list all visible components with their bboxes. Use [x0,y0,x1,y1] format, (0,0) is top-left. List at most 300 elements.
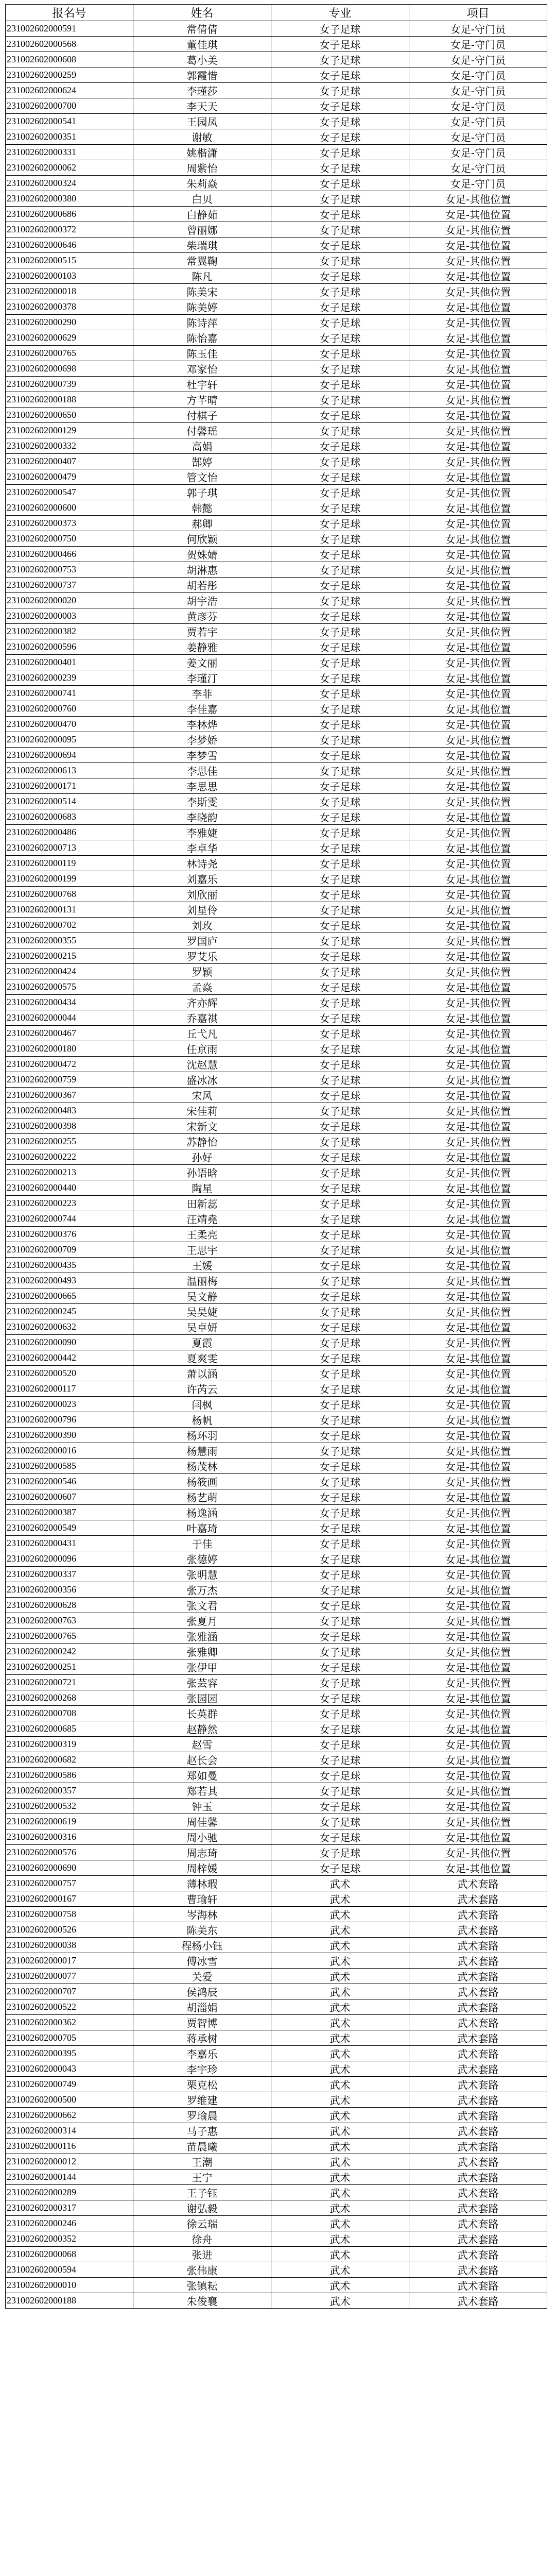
table-row [6,655,547,670]
table-row [6,2015,547,2030]
name-cell: 萧以涵 [133,1366,271,1381]
item-cell: 女足-其他位置 [409,1304,547,1319]
item-cell: 女足-其他位置 [409,763,547,778]
registration-no-cell: 231002602000018 [6,284,133,299]
major-cell: 女子足球 [271,1134,409,1149]
registration-no-cell: 231002602000594 [6,2262,133,2278]
name-cell: 长英群 [133,1706,271,1721]
registration-no-cell: 231002602000520 [6,1366,133,1381]
name-cell: 张园园 [133,1690,271,1706]
registration-no-cell: 231002602000549 [6,1520,133,1536]
header-item: 项目 [409,5,547,21]
table-row [6,1922,547,1938]
table-row [6,763,547,778]
name-cell: 叶嘉琦 [133,1520,271,1536]
major-cell: 女子足球 [271,160,409,176]
name-cell: 罗艾乐 [133,948,271,964]
major-cell: 武术 [271,1922,409,1938]
registration-no-cell: 231002602000213 [6,1165,133,1180]
major-cell: 女子足球 [271,995,409,1010]
major-cell: 武术 [271,2185,409,2200]
major-cell: 女子足球 [271,1721,409,1737]
table-row [6,748,547,763]
registration-no-cell: 231002602000362 [6,2015,133,2030]
registration-no-cell: 231002602000199 [6,871,133,887]
major-cell: 武术 [271,1969,409,1984]
major-cell: 女子足球 [271,1829,409,1845]
major-cell: 女子足球 [271,1057,409,1072]
name-cell: 张明慧 [133,1567,271,1582]
major-cell: 女子足球 [271,778,409,794]
major-cell: 女子足球 [271,37,409,52]
name-cell: 杨环羽 [133,1428,271,1443]
table-row [6,1258,547,1273]
major-cell: 女子足球 [271,330,409,346]
item-cell: 女足-其他位置 [409,531,547,547]
name-cell: 陈怡嘉 [133,330,271,346]
registration-no-cell: 231002602000585 [6,1459,133,1474]
table-row [6,485,547,500]
item-cell: 女足-其他位置 [409,207,547,222]
table-row [6,794,547,809]
table-row [6,191,547,207]
item-cell: 女足-其他位置 [409,933,547,948]
name-cell: 周小驰 [133,1829,271,1845]
name-cell: 乔嘉祺 [133,1010,271,1026]
name-cell: 贾若宇 [133,624,271,639]
major-cell: 女子足球 [271,1690,409,1706]
registration-no-cell: 231002602000023 [6,1397,133,1412]
major-cell: 女子足球 [271,1706,409,1721]
major-cell: 武术 [271,2293,409,2309]
name-cell: 陈美东 [133,1922,271,1938]
item-cell: 武术套路 [409,2123,547,2139]
item-cell: 武术套路 [409,1876,547,1891]
table-row [6,2108,547,2123]
item-cell: 女足-守门员 [409,160,547,176]
major-cell: 女子足球 [271,500,409,516]
registration-no-cell: 231002602000043 [6,2061,133,2077]
major-cell: 女子足球 [271,1211,409,1227]
registration-no-cell: 231002602000694 [6,748,133,763]
table-row [6,1041,547,1057]
registration-no-cell: 231002602000290 [6,315,133,330]
registration-no-cell: 231002602000188 [6,392,133,408]
major-cell: 武术 [271,1984,409,1999]
name-cell: 郜婷 [133,454,271,469]
major-cell: 武术 [271,1907,409,1922]
name-cell: 陈美婷 [133,299,271,315]
name-cell: 王潮 [133,2154,271,2170]
item-cell: 女足-其他位置 [409,840,547,856]
item-cell: 女足-其他位置 [409,1057,547,1072]
registration-no-cell: 231002602000707 [6,1984,133,1999]
registration-no-cell: 231002602000760 [6,701,133,717]
registration-no-cell: 231002602000546 [6,1474,133,1489]
item-cell: 女足-其他位置 [409,238,547,253]
table-row [6,670,547,686]
registration-no-cell: 231002602000600 [6,500,133,516]
table-row [6,979,547,995]
registration-no-cell: 231002602000314 [6,2123,133,2139]
item-cell: 女足-其他位置 [409,1567,547,1582]
name-cell: 张伟康 [133,2262,271,2278]
registration-no-cell: 231002602000010 [6,2278,133,2293]
name-cell: 苗晨曦 [133,2139,271,2154]
registration-no-cell: 231002602000686 [6,207,133,222]
header-major: 专业 [271,5,409,21]
major-cell: 武术 [271,2154,409,2170]
table-row [6,1984,547,1999]
name-cell: 任京雨 [133,1041,271,1057]
table-row [6,1180,547,1196]
registration-no-cell: 231002602000768 [6,887,133,902]
table-row [6,856,547,871]
name-cell: 李天天 [133,98,271,114]
name-cell: 岑海林 [133,1907,271,1922]
major-cell: 女子足球 [271,1273,409,1289]
registration-no-cell: 231002602000483 [6,1103,133,1118]
name-cell: 蒋承树 [133,2030,271,2046]
registration-no-cell: 231002602000062 [6,160,133,176]
major-cell: 武术 [271,2108,409,2123]
name-cell: 姚楷潇 [133,145,271,160]
item-cell: 女足-其他位置 [409,1721,547,1737]
registration-no-cell: 231002602000741 [6,686,133,701]
major-cell: 女子足球 [271,1768,409,1783]
registration-no-cell: 231002602000575 [6,979,133,995]
table-row [6,2030,547,2046]
table-row [6,207,547,222]
name-cell: 罗颖 [133,964,271,979]
table-row [6,778,547,794]
table-row [6,2216,547,2231]
major-cell: 女子足球 [271,1783,409,1799]
table-row [6,1752,547,1768]
table-row [6,145,547,160]
registration-no-cell: 231002602000541 [6,114,133,129]
table-row [6,1598,547,1613]
item-cell: 武术套路 [409,2015,547,2030]
registration-no-cell: 231002602000470 [6,717,133,732]
major-cell: 女子足球 [271,1551,409,1567]
table-row [6,1706,547,1721]
registration-no-cell: 231002602000003 [6,608,133,624]
table-row [6,52,547,67]
registration-no-cell: 231002602000131 [6,902,133,918]
name-cell: 陶星 [133,1180,271,1196]
name-cell: 王柔亮 [133,1227,271,1242]
item-cell: 女足-其他位置 [409,1845,547,1860]
name-cell: 罗维建 [133,2092,271,2108]
registration-no-cell: 231002602000090 [6,1335,133,1350]
name-cell: 刘玫 [133,918,271,933]
table-row [6,825,547,840]
table-row [6,1366,547,1381]
table-row [6,408,547,423]
major-cell: 女子足球 [271,238,409,253]
item-cell: 武术套路 [409,2185,547,2200]
major-cell: 女子足球 [271,469,409,485]
name-cell: 张雅涵 [133,1629,271,1644]
major-cell: 女子足球 [271,686,409,701]
item-cell: 女足-其他位置 [409,1134,547,1149]
item-cell: 武术套路 [409,2046,547,2061]
table-row [6,2278,547,2293]
major-cell: 女子足球 [271,21,409,37]
name-cell: 孙好 [133,1149,271,1165]
item-cell: 武术套路 [409,2200,547,2216]
major-cell: 武术 [271,2077,409,2092]
item-cell: 女足-其他位置 [409,1273,547,1289]
registration-no-cell: 231002602000171 [6,778,133,794]
table-row [6,2154,547,2170]
registration-no-cell: 231002602000765 [6,1629,133,1644]
name-cell: 李思佳 [133,763,271,778]
registration-no-cell: 231002602000316 [6,1829,133,1845]
registration-no-cell: 231002602000737 [6,578,133,593]
header-row [6,5,547,21]
registration-no-cell: 231002602000319 [6,1737,133,1752]
name-cell: 胡若彤 [133,578,271,593]
registration-no-cell: 231002602000380 [6,191,133,207]
item-cell: 女足-守门员 [409,176,547,191]
item-cell: 女足-其他位置 [409,1180,547,1196]
registration-no-cell: 231002602000586 [6,1768,133,1783]
major-cell: 女子足球 [271,1196,409,1211]
major-cell: 女子足球 [271,1026,409,1041]
table-row [6,887,547,902]
name-cell: 李瑾汀 [133,670,271,686]
major-cell: 女子足球 [271,670,409,686]
item-cell: 女足-其他位置 [409,392,547,408]
major-cell: 女子足球 [271,438,409,454]
table-row [6,1659,547,1675]
item-cell: 女足-其他位置 [409,686,547,701]
item-cell: 女足-其他位置 [409,1675,547,1690]
table-row [6,315,547,330]
item-cell: 武术套路 [409,2278,547,2293]
table-row [6,1474,547,1489]
name-cell: 王子钰 [133,2185,271,2200]
table-row [6,1273,547,1289]
item-cell: 女足-其他位置 [409,1041,547,1057]
registration-no-cell: 231002602000351 [6,129,133,145]
major-cell: 女子足球 [271,1088,409,1103]
name-cell: 邓家怡 [133,361,271,377]
item-cell: 女足-其他位置 [409,871,547,887]
registration-no-cell: 231002602000721 [6,1675,133,1690]
item-cell: 女足-其他位置 [409,1489,547,1505]
major-cell: 女子足球 [271,639,409,655]
name-cell: 马子惠 [133,2123,271,2139]
major-cell: 武术 [271,2278,409,2293]
registration-no-cell: 231002602000708 [6,1706,133,1721]
name-cell: 付棋子 [133,408,271,423]
major-cell: 女子足球 [271,1629,409,1644]
registration-no-cell: 231002602000382 [6,624,133,639]
major-cell: 女子足球 [271,1010,409,1026]
name-cell: 李卓华 [133,840,271,856]
table-row [6,176,547,191]
major-cell: 女子足球 [271,531,409,547]
table-row [6,2231,547,2247]
major-cell: 女子足球 [271,562,409,578]
table-row [6,2077,547,2092]
major-cell: 女子足球 [271,1799,409,1814]
table-row [6,2247,547,2262]
registration-no-cell: 231002602000259 [6,67,133,83]
item-cell: 女足-守门员 [409,98,547,114]
table-row [6,37,547,52]
item-cell: 女足-守门员 [409,114,547,129]
table-row [6,1165,547,1180]
name-cell: 吴昊婕 [133,1304,271,1319]
major-cell: 女子足球 [271,191,409,207]
table-row [6,438,547,454]
major-cell: 女子足球 [271,1814,409,1829]
table-row [6,732,547,748]
name-cell: 李晓韵 [133,809,271,825]
major-cell: 女子足球 [271,593,409,608]
item-cell: 武术套路 [409,1891,547,1907]
table-row [6,995,547,1010]
registration-no-cell: 231002602000472 [6,1057,133,1072]
major-cell: 女子足球 [271,902,409,918]
table-row [6,1350,547,1366]
table-row [6,1814,547,1829]
major-cell: 女子足球 [271,176,409,191]
enrollment-table [5,4,547,2309]
registration-no-cell: 231002602000709 [6,1242,133,1258]
name-cell: 谢敏 [133,129,271,145]
item-cell: 女足-其他位置 [409,593,547,608]
name-cell: 周佳馨 [133,1814,271,1829]
registration-no-cell: 231002602000188 [6,2293,133,2309]
registration-no-cell: 231002602000077 [6,1969,133,1984]
table-row [6,1459,547,1474]
registration-no-cell: 231002602000500 [6,2092,133,2108]
registration-no-cell: 231002602000532 [6,1799,133,1814]
registration-no-cell: 231002602000632 [6,1319,133,1335]
item-cell: 女足-其他位置 [409,454,547,469]
major-cell: 武术 [271,2262,409,2278]
table-row [6,1969,547,1984]
registration-no-cell: 231002602000398 [6,1118,133,1134]
item-cell: 女足-其他位置 [409,1799,547,1814]
major-cell: 武术 [271,2170,409,2185]
registration-no-cell: 231002602000759 [6,1072,133,1088]
item-cell: 女足-其他位置 [409,748,547,763]
registration-no-cell: 231002602000628 [6,1598,133,1613]
name-cell: 常倩倩 [133,21,271,37]
major-cell: 女子足球 [271,1149,409,1165]
registration-no-cell: 231002602000698 [6,361,133,377]
registration-no-cell: 231002602000012 [6,2154,133,2170]
table-row [6,2061,547,2077]
registration-no-cell: 231002602000317 [6,2200,133,2216]
table-row [6,1582,547,1598]
major-cell: 女子足球 [271,825,409,840]
major-cell: 女子足球 [271,732,409,748]
table-row [6,593,547,608]
name-cell: 陈诗萍 [133,315,271,330]
major-cell: 女子足球 [271,1845,409,1860]
table-row [6,1072,547,1088]
name-cell: 朱俊襄 [133,2293,271,2309]
item-cell: 女足-其他位置 [409,562,547,578]
registration-no-cell: 231002602000515 [6,253,133,268]
table-row [6,114,547,129]
registration-no-cell: 231002602000744 [6,1211,133,1227]
item-cell: 女足-其他位置 [409,856,547,871]
table-row [6,500,547,516]
table-row [6,1783,547,1799]
name-cell: 赵雪 [133,1737,271,1752]
item-cell: 女足-其他位置 [409,887,547,902]
table-row [6,2092,547,2108]
major-cell: 女子足球 [271,268,409,284]
name-cell: 张镇耘 [133,2278,271,2293]
item-cell: 女足-其他位置 [409,825,547,840]
item-cell: 武术套路 [409,2247,547,2262]
major-cell: 女子足球 [271,98,409,114]
registration-no-cell: 231002602000068 [6,2247,133,2262]
item-cell: 女足-其他位置 [409,377,547,392]
item-cell: 女足-其他位置 [409,1381,547,1397]
registration-no-cell: 231002602000646 [6,238,133,253]
name-cell: 傅冰雪 [133,1953,271,1969]
item-cell: 女足-其他位置 [409,1829,547,1845]
major-cell: 女子足球 [271,1366,409,1381]
major-cell: 武术 [271,1938,409,1953]
name-cell: 杨慧雨 [133,1443,271,1459]
table-row [6,1953,547,1969]
name-cell: 孙语晗 [133,1165,271,1180]
name-cell: 陈玉佳 [133,346,271,361]
name-cell: 李梦雪 [133,748,271,763]
table-row [6,1381,547,1397]
major-cell: 女子足球 [271,655,409,670]
item-cell: 女足-其他位置 [409,1319,547,1335]
name-cell: 郭霞惜 [133,67,271,83]
item-cell: 女足-其他位置 [409,1860,547,1876]
header-name: 姓名 [133,5,271,21]
item-cell: 女足-守门员 [409,52,547,67]
name-cell: 宋新文 [133,1118,271,1134]
table-body [6,21,547,2309]
table-row [6,1443,547,1459]
registration-no-cell: 231002602000467 [6,1026,133,1041]
major-cell: 女子足球 [271,299,409,315]
major-cell: 女子足球 [271,1165,409,1180]
major-cell: 女子足球 [271,933,409,948]
table-row [6,1397,547,1412]
item-cell: 女足-其他位置 [409,778,547,794]
registration-no-cell: 231002602000758 [6,1907,133,1922]
item-cell: 女足-其他位置 [409,1690,547,1706]
major-cell: 女子足球 [271,1041,409,1057]
registration-no-cell: 231002602000624 [6,83,133,98]
table-row [6,1335,547,1350]
major-cell: 女子足球 [271,1428,409,1443]
item-cell: 女足-守门员 [409,21,547,37]
table-row [6,1690,547,1706]
name-cell: 周紫怡 [133,160,271,176]
item-cell: 女足-其他位置 [409,547,547,562]
major-cell: 女子足球 [271,948,409,964]
name-cell: 高娟 [133,438,271,454]
